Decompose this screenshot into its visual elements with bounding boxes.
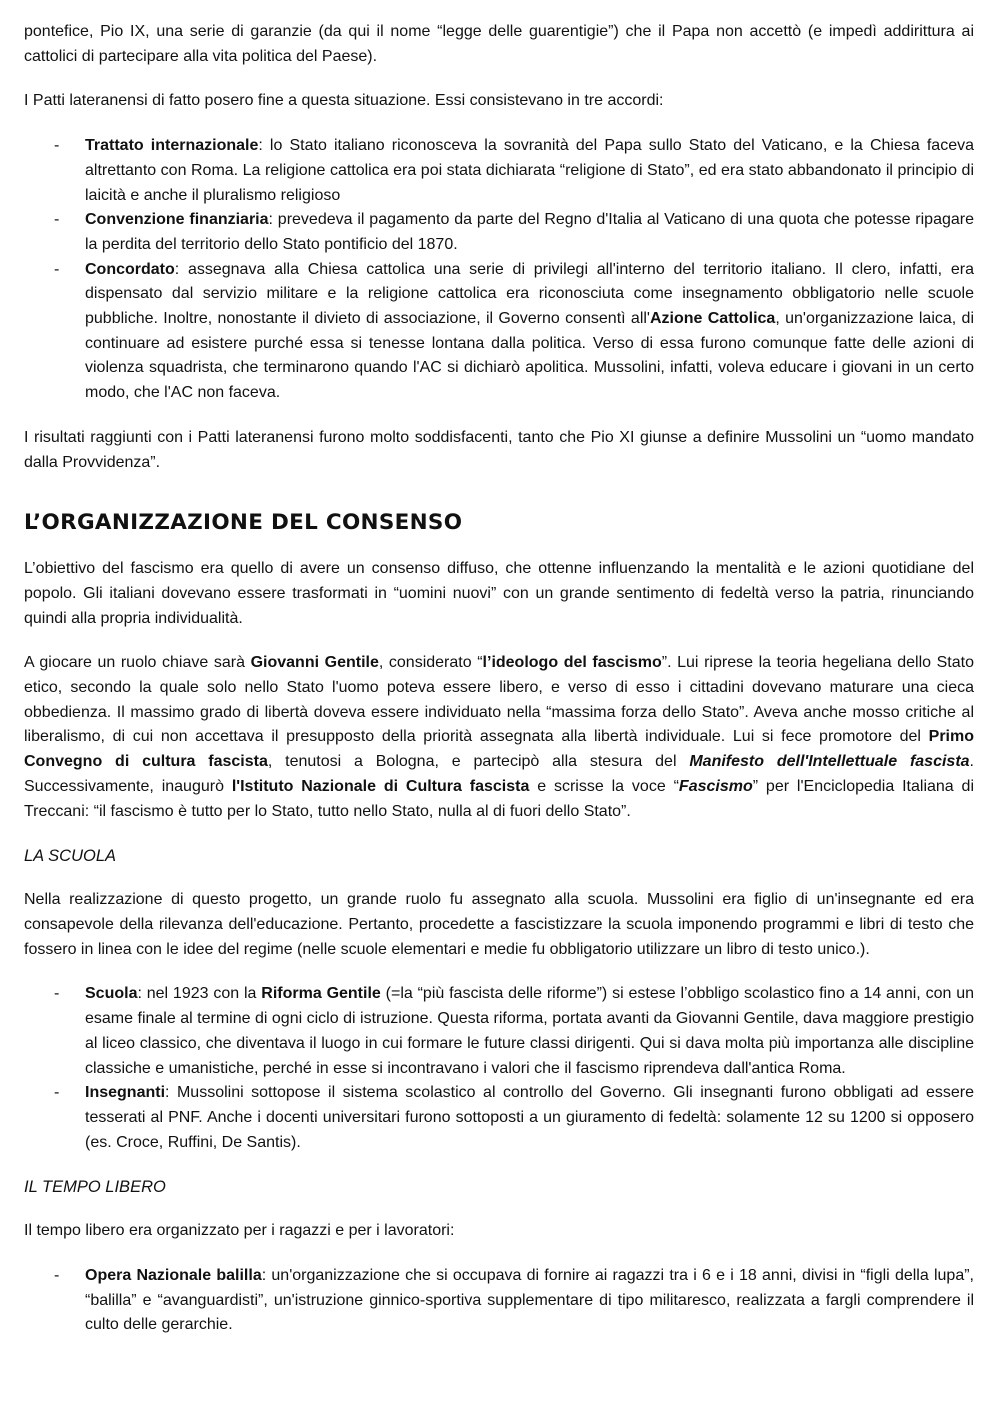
term-azione-cattolica: Azione Cattolica [649, 310, 776, 328]
risultati-paragraph: I risultati raggiunti con i Patti lateranensi furono molto soddisfacenti, tanto che Pio XI giunse a definire Mussolini un “uomo mandato dalla Provvidenza”. [24, 428, 974, 471]
term-insegnanti: Insegnanti [85, 1084, 166, 1102]
subheading-scuola: LA SCUOLA [24, 847, 117, 866]
list-item-trattato [24, 134, 974, 208]
list-item-scuola [24, 982, 974, 1081]
bold-primo-convegno: Primo Convegno di cultura fascista [24, 728, 974, 771]
scuola-list [24, 982, 974, 1155]
term-concordato: Concordato [85, 260, 175, 278]
gentile-paragraph [24, 651, 974, 824]
tempo-libero-paragraph: Il tempo libero era organizzato per i ragazzi e per i lavoratori: [24, 1222, 455, 1240]
term-riforma-gentile: Riforma Gentile [261, 985, 381, 1003]
text-run: e scrisse la voce “ [529, 777, 679, 795]
intro-paragraph-2: I Patti lateranensi di fatto posero fine a questa situazione. Essi consistevano in tre accordi: [24, 92, 664, 110]
term-trattato: Trattato internazionale [85, 137, 259, 155]
dash-bullet: - [54, 137, 60, 155]
text-run: . Successivamente, inaugurò [24, 753, 974, 795]
section-title: L’ORGANIZZAZIONE DEL CONSENSO [24, 510, 463, 536]
text-run: A giocare un ruolo chiave sarà [24, 654, 251, 672]
bold-italic-fascismo: Fascismo [678, 777, 753, 795]
scuola-paragraph: Nella realizzazione di questo progetto, un grande ruolo fu assegnato alla scuola. Mussolini era figlio di un'insegnante ed era consapevole della rilevanza dell'educazione. Pertanto, procedette a fascistizzare la scuola imponendo programmi e libri di testo che fossero in linea con le idee del regime (nelle scuole elementari e medie fu obbligatorio utilizzare un libro di testo unico.). [24, 891, 974, 958]
dash-bullet: - [54, 1267, 60, 1285]
dash-bullet: - [54, 260, 60, 278]
list-item-convenzione [24, 208, 974, 257]
text-run: : nel 1923 con la [137, 985, 262, 1003]
term-scuola: Scuola [85, 985, 138, 1003]
text-trattato: : lo Stato italiano riconosceva la sovranità del Papa sullo Stato del Vaticano, e la Chiesa faceva altrettanto con Roma. La religione cattolica era poi stata dichiarata “religione di Stato”, ed era stato abbandonato il principio di laicità e anche il pluralismo religioso [85, 137, 974, 204]
text-run: : un'organizzazione che si occupava di fornire ai ragazzi tra i 6 e i 18 anni, divisi in “figli della lupa”, “balilla” e “avanguardisti”, un'istruzione ginnico-sportiva supplementare di tipo militaresco, realizzata a fargli comprendere il culto delle gerarchie. [85, 1267, 975, 1334]
text-run: : Mussolini sottopose il sistema scolastico al controllo del Governo. Gli insegnanti furono obbligati ad essere tesserati al PNF. Anche i docenti universitari furono sottoposti a un giuramento di fedeltà: solamente 12 su 1200 si opposero (es. Croce, Ruffini, De Santis). [85, 1084, 974, 1151]
term-opera-balilla: Opera Nazionale balilla [85, 1267, 262, 1285]
tempo-libero-list [24, 1264, 974, 1338]
text-run: , tenutosi a Bologna, e partecipò alla stesura del [267, 753, 690, 771]
bold-istituto-nazionale: l'Istituto Nazionale di Cultura fascista [231, 777, 530, 795]
text-convenzione: : prevedeva il pagamento da parte del Regno d'Italia al Vaticano di una quota che potesse ripagare la perdita del territorio dello Stato pontificio del 1870. [85, 211, 975, 253]
term-convenzione: Convenzione finanziaria [85, 211, 269, 229]
list-item-concordato [24, 258, 974, 406]
list-item-balilla [24, 1264, 974, 1338]
bold-giovanni-gentile: Giovanni Gentile [250, 654, 379, 672]
text-run: ”. Lui riprese la teoria hegeliana dello Stato etico, secondo la quale solo nello Stato l'uomo poteva essere libero, e verso di esso i cittadini dovevano maturare una cieca obbedienza. Il massimo grado di libertà doveva essere individuato nella “massima forza dello Stato”. Aveva anche mosso critiche al liberalismo, di cui non accettava il presupposto della priorità assegnata alla libertà individuale. Lui si fece promotore del [24, 654, 974, 746]
text-concordato-b: , un'organizzazione laica, di continuare ad esistere purché essa si tenesse lontana dalla politica. Verso di essa furono comunque fatte delle azioni di violenza squadrista, che terminarono quando l'AC si dichiarò apolitica. Mussolini, infatti, voleva educare i giovani in un certo modo, che l'AC non faceva. [85, 310, 975, 402]
accordi-list [24, 134, 974, 406]
intro-paragraph-1: pontefice, Pio IX, una serie di garanzie (da qui il nome “legge delle guarentigie”) che il Papa non accettò (e impedì addirittura ai cattolici di partecipare alla vita politica del Paese). [24, 23, 974, 65]
bold-italic-manifesto: Manifesto dell'Intellettuale fascista [689, 753, 970, 771]
text-run: (=la “più fascista delle riforme”) si estese l’obbligo scolastico fino a 14 anni, con un esame finale al termine di ogni ciclo di istruzione. Questa riforma, portata avanti da Giovanni Gentile, dava maggiore prestigio al liceo classico, che diventava il luogo in cui formare le future classi dirigenti. Qui si dava molta più importanza alle discipline classiche e umanistiche, perché in esse si incontravano i valori che il fascismo riprendeva dall'antica Roma. [85, 985, 975, 1077]
dash-bullet: - [54, 985, 60, 1003]
subheading-tempo-libero: IL TEMPO LIBERO [24, 1178, 166, 1197]
dash-bullet: - [54, 1084, 60, 1102]
bold-ideologo: l’ideologo del fascismo [482, 654, 662, 672]
dash-bullet: - [54, 211, 60, 229]
consenso-paragraph: L’obiettivo del fascismo era quello di avere un consenso diffuso, che ottenne influenzando la mentalità e le azioni quotidiane del popolo. Gli italiani dovevano essere trasformati in “uomini nuovi” con un grande sentimento di fedeltà verso la patria, rinunciando quindi alla propria individualità. [24, 560, 974, 627]
text-concordato-a: : assegnava alla Chiesa cattolica una serie di privilegi all'interno del territorio italiano. Il clero, infatti, era dispensato dal servizio militare e la religione cattolica era riconosciuta come insegnamento obbligatorio nelle scuole pubbliche. Inoltre, nonostante il divieto di associazione, il Governo consentì all' [85, 260, 974, 328]
text-run: ” per l'Enciclopedia Italiana di Treccani: “il fascismo è tutto per lo Stato, tutto nello Stato, nulla al di fuori dello Stato”. [24, 777, 975, 820]
text-run: , considerato “ [378, 654, 483, 672]
list-item-insegnanti [24, 1081, 974, 1155]
